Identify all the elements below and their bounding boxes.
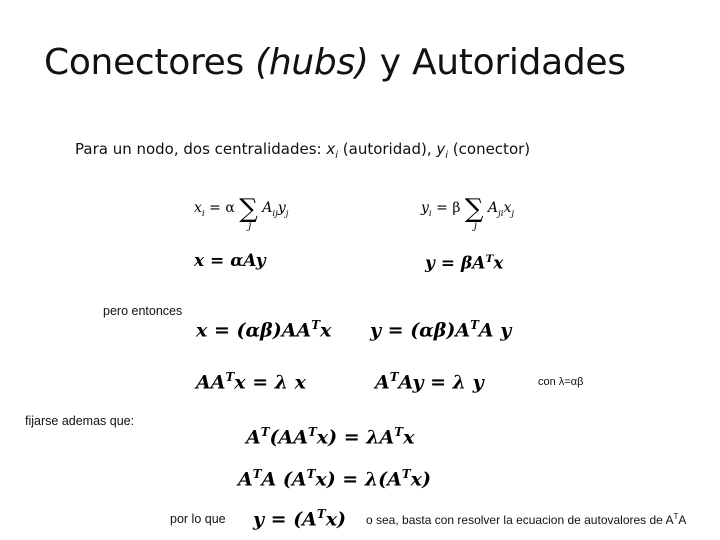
- eq-y-eig-sup: T: [389, 370, 399, 384]
- note-con-lambda: con λ=αβ: [538, 376, 584, 388]
- sigma-symbol: ∑ j: [464, 194, 484, 232]
- eq-ident2-sup1: T: [252, 467, 262, 481]
- eq-x-iter-rhs: x: [319, 319, 332, 342]
- subtitle-mid: (autoridad),: [338, 140, 437, 158]
- eq-x-sum-lhs-sub: i: [201, 208, 205, 219]
- eq-ident2-sup3: T: [401, 467, 411, 481]
- eq-final-sup: T: [316, 507, 326, 521]
- eq-identity-2: [238, 467, 431, 490]
- eq-x-iter: [196, 318, 331, 341]
- eq-ident1-c: x) = λA: [316, 426, 395, 449]
- eq-y-sum: [421, 194, 515, 232]
- slide-title: [44, 42, 626, 83]
- eq-ident1-sup1: T: [260, 425, 270, 439]
- eq-final-a: y = (A: [253, 508, 317, 531]
- eq-x-eig-sup: T: [225, 370, 235, 384]
- eq-y-vec-lhs: y = βA: [425, 253, 486, 274]
- eq-identity-1: [246, 425, 414, 448]
- eq-y-sum-var: x: [503, 200, 512, 216]
- eq-x-sum-mid: = α: [204, 200, 240, 216]
- eq-x-sum-term: A: [262, 200, 273, 216]
- eq-y-sum-term: A: [487, 200, 499, 216]
- subtitle-y: y: [436, 140, 446, 158]
- eq-y-iter-rhs: A y: [478, 319, 512, 342]
- eq-x-iter-sup: T: [311, 318, 320, 332]
- eq-y-iter: [370, 318, 511, 341]
- eq-y-sum-mid: = β: [431, 200, 465, 216]
- eq-ident1-sup2: T: [308, 425, 317, 439]
- eq-final: [253, 507, 346, 530]
- sigma-index: j: [473, 221, 477, 232]
- sigma-index: j: [248, 221, 252, 232]
- sigma-symbol: ∑ j: [239, 194, 258, 232]
- eq-ident2-d: x): [410, 468, 431, 491]
- eq-y-iter-lhs: y = (αβ)A: [370, 319, 471, 342]
- eq-y-vec-rhs: x: [493, 253, 504, 274]
- eq-ident2-c: x) = λ(A: [315, 468, 402, 491]
- eq-x-sum-term-sub: ij: [272, 208, 278, 219]
- eq-ident1-b: (AA: [269, 426, 308, 449]
- eq-ident1-sup3: T: [394, 425, 404, 439]
- eq-x-vec: [194, 251, 266, 271]
- title-main: Conectores: [44, 42, 256, 83]
- note-o-sea-lead: o sea, basta con resolver la ecuacion de autovalores de A: [366, 513, 674, 527]
- note-pero-entonces: pero entonces: [103, 304, 183, 318]
- eq-x-eig-lhs: AA: [196, 371, 226, 394]
- title-italic: (hubs): [255, 42, 369, 83]
- eq-final-b: x): [325, 508, 347, 531]
- eq-x-sum-var-sub: j: [285, 208, 289, 219]
- note-fijarse: fijarse ademas que:: [25, 414, 135, 428]
- eq-y-sum-term-sub: ji: [498, 208, 504, 219]
- eq-x-iter-lhs: x = (αβ)AA: [196, 319, 312, 342]
- subtitle: [75, 140, 530, 161]
- subtitle-x: x: [326, 140, 336, 158]
- note-o-sea-sup: T: [673, 512, 679, 521]
- eq-y-vec: [425, 253, 503, 274]
- title-rest: y Autoridades: [368, 42, 626, 83]
- subtitle-y-sub: i: [445, 150, 449, 161]
- eq-y-sum-lhs-sub: i: [428, 208, 432, 219]
- eq-y-eig: [375, 370, 484, 393]
- eq-ident1-d: x: [403, 426, 415, 449]
- eq-ident2-a: A: [238, 468, 253, 491]
- eq-ident2-b: A (A: [261, 468, 307, 491]
- eq-y-eig-rhs: Ay = λ y: [398, 371, 484, 394]
- eq-y-eig-lhs: A: [375, 371, 390, 394]
- eq-y-sum-lhs: y: [421, 200, 429, 216]
- eq-ident1-a: A: [246, 426, 261, 449]
- subtitle-tail: (conector): [448, 140, 531, 158]
- note-o-sea: [366, 512, 686, 527]
- eq-x-sum: [194, 194, 289, 232]
- eq-x-eig-rhs: x = λ x: [234, 371, 306, 394]
- subtitle-x-sub: i: [335, 150, 339, 161]
- eq-x-sum-lhs: x: [194, 200, 202, 216]
- eq-x-eig: [196, 370, 306, 393]
- note-por-lo-que: por lo que: [170, 512, 226, 526]
- note-o-sea-tail: A: [678, 513, 687, 527]
- eq-ident2-sup2: T: [306, 467, 316, 481]
- eq-y-vec-sup: T: [485, 253, 494, 265]
- eq-y-iter-sup: T: [470, 318, 479, 332]
- subtitle-lead: Para un nodo, dos centralidades:: [75, 140, 327, 158]
- eq-y-sum-var-sub: j: [511, 208, 515, 219]
- eq-x-sum-var: y: [277, 200, 286, 216]
- eq-x-vec-text: x = αAy: [194, 251, 266, 271]
